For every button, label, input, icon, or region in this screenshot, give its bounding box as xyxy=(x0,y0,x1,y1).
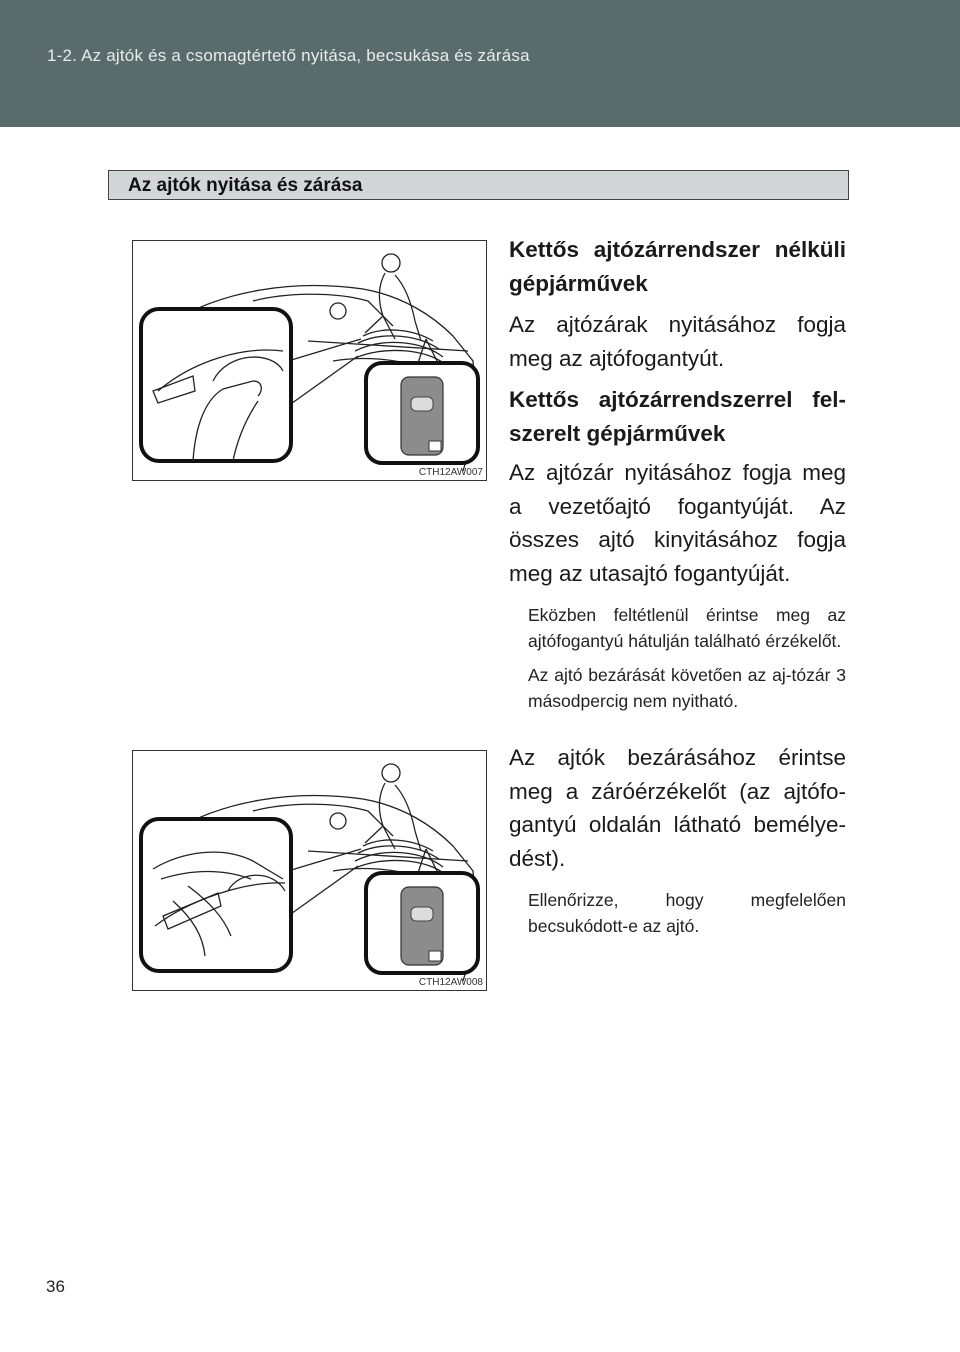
page-number: 36 xyxy=(46,1277,65,1296)
note-sensor: Eközben feltétlenül érintse meg az ajtófogantyú hátulján található érzékelőt. xyxy=(528,605,846,651)
figure-lock xyxy=(132,750,487,991)
heading-no-double-lock: Kettős ajtózárrendszer nélküli gépjárművek xyxy=(509,237,846,296)
section-title-box xyxy=(108,170,849,200)
lock-text-block xyxy=(509,741,846,939)
paragraph-double-lock: Az ajtózár nyitásához fogja meg a vezetőajtó fogantyúját. Az összes ajtó kinyitásához fogja meg az utasajtó fogantyúját. xyxy=(509,460,846,586)
paragraph-lock: Az ajtók bezárásához érintse meg a záróérzékelőt (az ajtófo-gantyú oldalán látható bemélye-dést). xyxy=(509,745,846,871)
paragraph-unlock: Az ajtózárak nyitásához fogja meg az ajtófogantyút. xyxy=(509,312,846,371)
chapter-title: 1-2. Az ajtók és a csomagtértető nyitása, becsukása és zárása xyxy=(47,46,530,65)
figure-code: CTH12AW008 xyxy=(418,977,483,988)
car-door-lock-illustration xyxy=(133,751,488,992)
figure-unlock xyxy=(132,240,487,481)
section-title: Az ajtók nyitása és zárása xyxy=(128,175,363,196)
unlock-text-block xyxy=(509,233,846,714)
heading-double-lock: Kettős ajtózárrendszerrel fel-szerelt gépjárművek xyxy=(509,387,846,446)
note-check-door: Ellenőrizze, hogy megfelelően becsukódott-e az ajtó. xyxy=(528,890,846,936)
figure-code: CTH12AW007 xyxy=(418,467,483,478)
page-header xyxy=(0,0,960,127)
note-delay: Az ajtó bezárását követően az aj-tózár 3 másodpercig nem nyitható. xyxy=(528,665,846,711)
car-door-unlock-illustration xyxy=(133,241,488,482)
